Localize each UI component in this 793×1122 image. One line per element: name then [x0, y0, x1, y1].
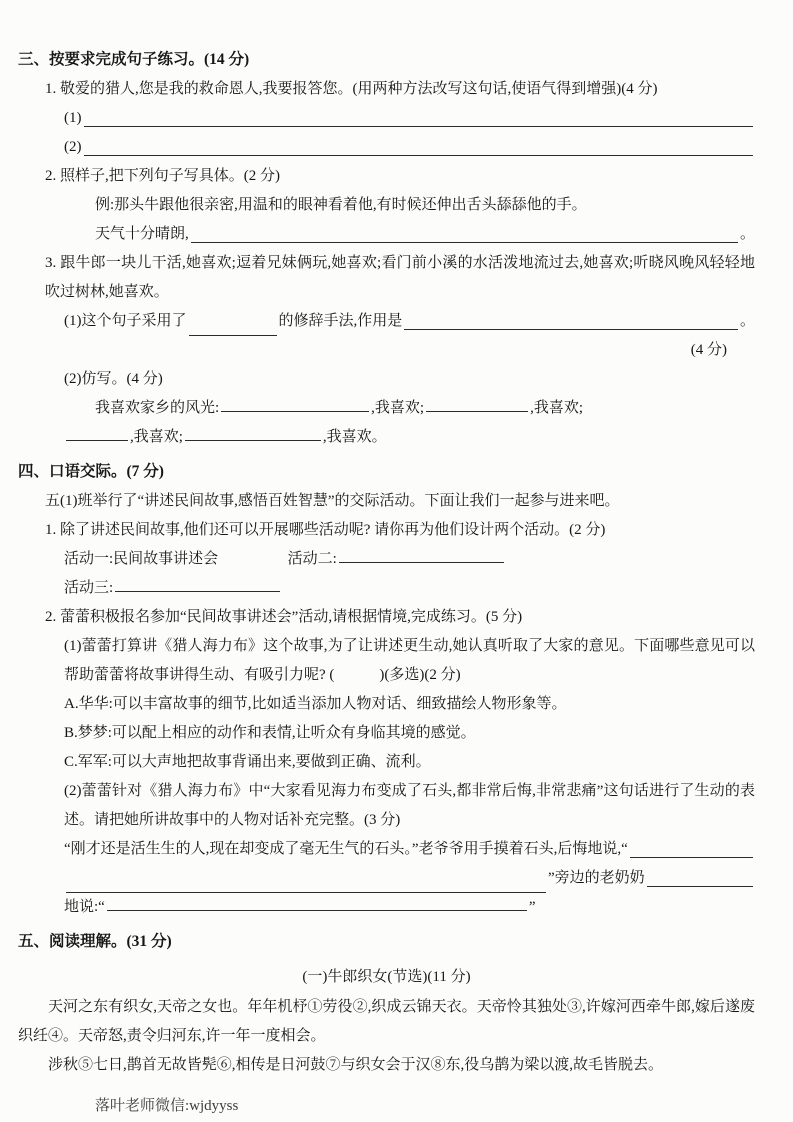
s4-q2-dialog-text-2: ”旁边的老奶奶	[548, 870, 645, 886]
answer-blank[interactable]	[221, 399, 369, 412]
like-separator: ,我喜欢;	[530, 400, 584, 416]
answer-blank[interactable]	[404, 329, 738, 330]
like-separator: ,我喜欢;	[130, 429, 183, 445]
answer-blank[interactable]	[191, 242, 738, 243]
s4-intro: 五(1)班举行了“讲述民间故事,感悟百姓智慧”的交际活动。下面让我们一起参与进来吧。	[45, 493, 620, 509]
s4-q1-activity-3-label: 活动三:	[64, 580, 114, 596]
s4-q2-dialog-line-1	[64, 835, 755, 864]
s4-q1-activity-2-label: 活动二:	[287, 551, 337, 567]
s3-q2-stem: 天气十分晴朗,	[95, 226, 189, 242]
s4-q1-activity-1: 活动一:民间故事讲述会	[64, 551, 219, 567]
passage-paragraph-2: 涉秋⑤七日,鹊首无故皆髡⑥,相传是日河鼓⑦与织女会于汉⑧东,役乌鹊为梁以渡,故毛皆脱去。	[48, 1057, 664, 1073]
section-3-heading: 三、按要求完成句子练习。(14 分)	[18, 51, 250, 68]
answer-blank[interactable]	[84, 126, 754, 127]
answer-blank[interactable]	[66, 428, 128, 441]
answer-blank[interactable]	[107, 898, 527, 911]
s4-question-1: 1. 除了讲述民间故事,他们还可以开展哪些活动呢? 请你再为他们设计两个活动。(2 分)	[45, 522, 606, 538]
s3-q1-answer-line-1	[64, 104, 755, 133]
s3-q3-sub1-score: (4 分)	[690, 342, 727, 358]
teacher-wechat-footer: 落叶老师微信:wjdyyss	[95, 1098, 239, 1114]
answer-blank[interactable]	[66, 880, 546, 893]
s3-q2-example: 例:那头牛跟他很亲密,用温和的眼神看着他,有时候还伸出舌头舔舔他的手。	[95, 197, 587, 213]
answer-blank[interactable]	[185, 428, 321, 441]
s3-q3-sub1-end: 。	[739, 313, 755, 329]
s3-q1-item2-label: (2)	[64, 139, 82, 155]
passage-title: (一)牛郎织女(节选)(11 分)	[302, 969, 471, 985]
s4-q2-dialog-text-1: “刚才还是活生生的人,现在却变成了毫无生气的石头。”老爷爷用手摸着石头,后悔地说,“	[64, 841, 628, 857]
s4-q2-dialog-text-3: 地说:“	[64, 899, 105, 915]
s3-q3-sub2-label: (2)仿写。(4 分)	[64, 371, 163, 387]
answer-blank[interactable]	[84, 155, 754, 156]
s4-q2-sub1: (1)蕾蕾打算讲《猎人海力布》这个故事,为了让讲述更生动,她认真听取了大家的意见。下面哪些意见可以帮助蕾蕾将故事讲得生动、有吸引力呢? ( )(多选)(2 分)	[64, 638, 755, 683]
answer-blank[interactable]	[647, 886, 753, 887]
s4-q2-option-b: B.梦梦:可以配上相应的动作和表情,让听众有身临其境的感觉。	[64, 725, 476, 741]
s3-q3-sub2-line-1	[95, 394, 755, 423]
section-4-heading: 四、口语交际。(7 分)	[18, 463, 164, 480]
answer-blank[interactable]	[115, 579, 280, 592]
s4-q2-sub2: (2)蕾蕾针对《猎人海力布》中“大家看见海力布变成了石头,都非常后悔,非常悲痛”这句话进行了生动的表述。请把她所讲故事中的人物对话补充完整。(3 分)	[64, 783, 755, 828]
answer-blank[interactable]	[426, 399, 528, 412]
answer-blank[interactable]	[339, 550, 504, 563]
s3-q3-sub2-stem: 我喜欢家乡的风光:	[95, 400, 220, 416]
s3-question-1: 1. 敬爱的猎人,您是我的救命恩人,我要报答您。(用两种方法改写这句话,使语气得到增强)(4 分)	[45, 81, 658, 97]
s4-q2-option-c: C.军军:可以大声地把故事背诵出来,要做到正确、流利。	[64, 754, 431, 770]
answer-blank[interactable]	[630, 857, 753, 858]
s3-question-3: 3. 跟牛郎一块儿干活,她喜欢;逗着兄妹俩玩,她喜欢;看门前小溪的水活泼地流过去,她喜欢;听晓风晚风轻轻地吹过树林,她喜欢。	[45, 255, 755, 300]
s4-question-2: 2. 蕾蕾积极报名参加“民间故事讲述会”活动,请根据情境,完成练习。(5 分)	[45, 609, 523, 625]
s4-q2-option-a: A.华华:可以丰富故事的细节,比如适当添加人物对话、细致描绘人物形象等。	[64, 696, 567, 712]
s3-q3-sub1-mid: 的修辞手法,作用是	[278, 313, 403, 329]
s3-q2-answer-line	[95, 220, 755, 249]
s3-q1-answer-line-2	[64, 133, 755, 162]
s3-q2-end-punct: 。	[739, 226, 755, 242]
s3-q1-item1-label: (1)	[64, 110, 82, 126]
s3-q3-sub1-pre: (1)这个句子采用了	[64, 313, 187, 329]
passage-paragraph-1: 天河之东有织女,天帝之女也。年年机杼①劳役②,织成云锦天衣。天帝怜其独处③,许嫁河西牵牛郎,嫁后遂废织纴④。天帝怒,责令归河东,许一年一度相会。	[18, 999, 755, 1044]
answer-blank[interactable]	[189, 323, 277, 336]
like-end: ,我喜欢。	[322, 429, 387, 445]
s3-q3-sub2-line-2	[64, 423, 755, 452]
s4-q2-dialog-line-2	[64, 864, 755, 893]
s3-question-2: 2. 照样子,把下列句子写具体。(2 分)	[45, 168, 280, 184]
s3-q3-sub1-line	[64, 307, 755, 336]
section-5-heading: 五、阅读理解。(31 分)	[18, 933, 172, 950]
s4-q1-activity-line-1	[64, 545, 755, 574]
s4-q2-dialog-line-3	[64, 893, 755, 922]
s4-q1-activity-line-2	[64, 574, 755, 603]
s4-q2-dialog-close-quote: ”	[528, 899, 536, 915]
like-separator: ,我喜欢;	[371, 400, 425, 416]
